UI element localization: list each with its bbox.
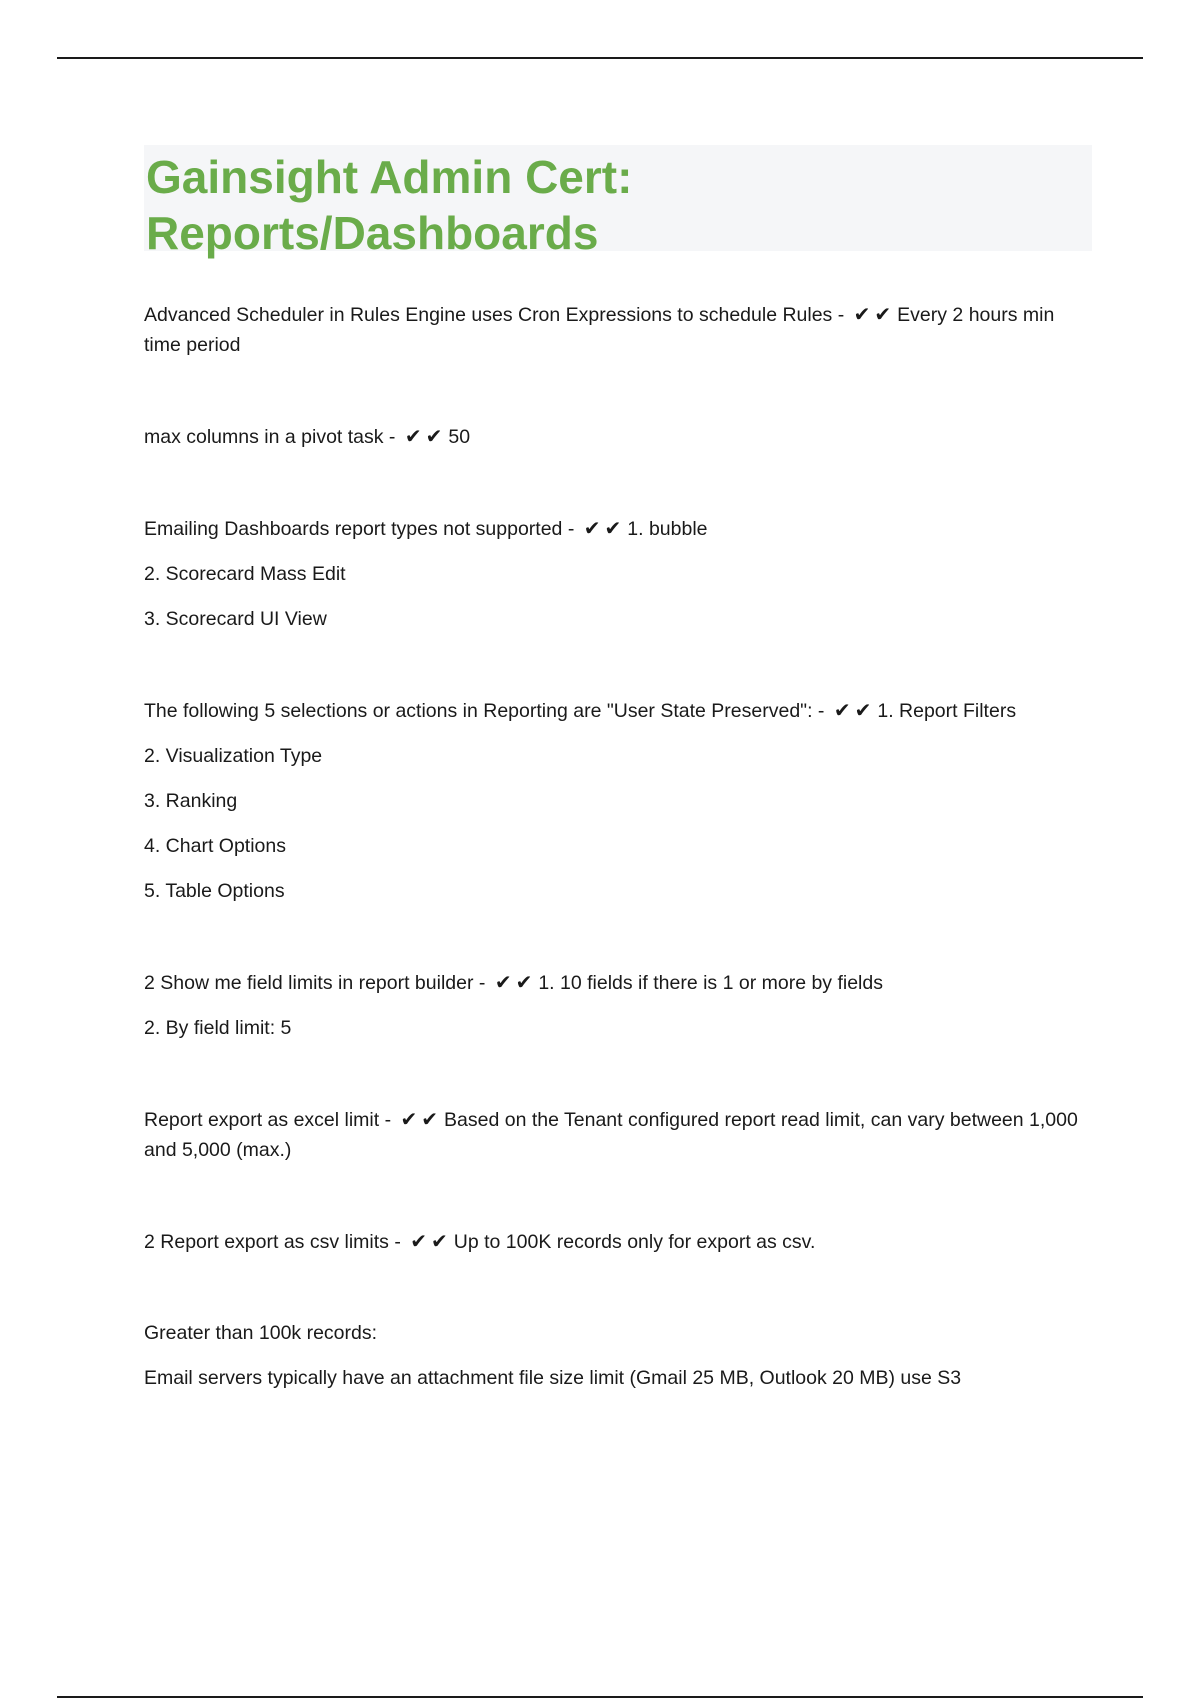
qa-item-cron — [144, 299, 1092, 360]
qa-item-excel-limit — [144, 1104, 1092, 1165]
answer-text: 50 — [448, 426, 471, 448]
answer-text: 1. Report Filters — [877, 700, 1017, 722]
title-line-1: Gainsight Admin Cert: — [146, 151, 633, 203]
question-text: 2 Report export as csv limits - — [144, 1231, 401, 1253]
note-line: Email servers typically have an attachment file size limit (Gmail 25 MB, Outlook 20 MB) use S3 — [144, 1367, 962, 1389]
qa-line — [144, 513, 1092, 544]
answer-text: Every 2 hours min time period — [144, 304, 1055, 356]
double-check-icon: ✔✔ — [494, 970, 537, 994]
answer-continuation: 3. Scorecard UI View — [144, 608, 327, 630]
answer-text: 1. bubble — [627, 518, 708, 540]
question-text: The following 5 selections or actions in Reporting are "User State Preserved": - — [144, 700, 825, 722]
page-title — [146, 149, 1090, 261]
answer-continuation: 2. Scorecard Mass Edit — [144, 563, 346, 585]
qa-line — [144, 421, 1092, 452]
qa-item-csv-limit — [144, 1226, 1092, 1257]
qa-item-email-dashboards — [144, 513, 1092, 634]
question-text: Advanced Scheduler in Rules Engine uses Cron Expressions to schedule Rules - — [144, 304, 845, 326]
qa-line — [144, 967, 1092, 998]
answer-continuation: 2. Visualization Type — [144, 745, 323, 767]
header-rule — [57, 57, 1143, 59]
question-text: Emailing Dashboards report types not supported - — [144, 518, 575, 540]
footer-rule — [57, 1696, 1143, 1698]
answer-text: Based on the Tenant configured report read limit, can vary between 1,000 and 5,000 (max.) — [144, 1109, 1078, 1161]
note-line: Greater than 100k records: — [144, 1322, 378, 1344]
double-check-icon: ✔✔ — [583, 516, 626, 540]
qa-line — [144, 695, 1092, 726]
answer-text: Up to 100K records only for export as csv. — [453, 1231, 816, 1253]
qa-item-field-limits — [144, 967, 1092, 1043]
title-line-2: Reports/Dashboards — [146, 207, 599, 259]
document-body — [144, 145, 1092, 1393]
notes-block — [144, 1318, 1092, 1393]
double-check-icon: ✔✔ — [404, 424, 447, 448]
answer-continuation: 4. Chart Options — [144, 835, 286, 857]
question-text: max columns in a pivot task - — [144, 426, 396, 448]
double-check-icon: ✔✔ — [853, 302, 896, 326]
title-block — [144, 145, 1092, 259]
qa-line — [144, 1104, 1092, 1165]
answer-continuation: 5. Table Options — [144, 880, 285, 902]
question-text: 2 Show me field limits in report builder - — [144, 972, 486, 994]
double-check-icon: ✔✔ — [833, 698, 876, 722]
qa-line — [144, 1226, 1092, 1257]
answer-continuation: 2. By field limit: 5 — [144, 1017, 292, 1039]
double-check-icon: ✔✔ — [410, 1229, 452, 1253]
answer-text: 1. 10 fields if there is 1 or more by fields — [538, 972, 883, 994]
qa-line — [144, 299, 1092, 360]
qa-item-user-state — [144, 695, 1092, 906]
answer-continuation: 3. Ranking — [144, 790, 238, 812]
double-check-icon: ✔✔ — [400, 1107, 443, 1131]
question-text: Report export as excel limit - — [144, 1109, 392, 1131]
qa-item-pivot-columns — [144, 421, 1092, 452]
